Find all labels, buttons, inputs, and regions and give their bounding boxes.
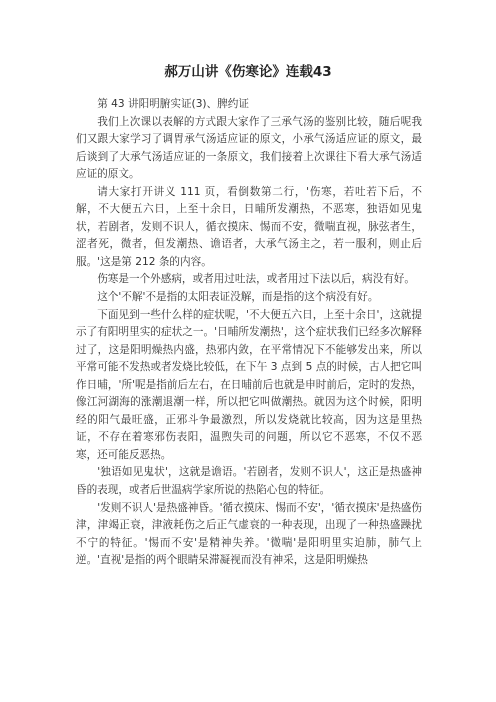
document-title: 郝万山讲《伤寒论》连载43 xyxy=(164,64,332,80)
body-paragraph: 伤寒是一个外感病，或者用过吐法，或者用过下法以后，病没有好。 xyxy=(97,273,415,286)
body-paragraph: 请大家打开讲义 111 页，看倒数第二行，'伤寒，若吐若下后，不解，不大便五六日，上至十余日，日晡所发潮热，不恶寒，独语如见鬼状，若剧者，发则不识人，循衣摸床、惕而不安，微喘直视，脉弦者生，涩者死，微者，但发潮热、谵语者，大承气汤主之，若一服利，则止后服。'这是第 212 条的内容。 xyxy=(76,185,422,268)
body-paragraph: 我们上次课以表解的方式跟大家作了三承气汤的鉴别比较，随后呢我们又跟大家学习了调胃承气汤适应证的原文，小承气汤适应证的原文，最后谈到了大承气汤适应证的一条原文，我们接着上次课往下看大承气汤适应证的原文。 xyxy=(76,115,422,181)
body-paragraph: '独语如见鬼状'，这就是谵语。'若剧者，发则不识人'，这正是热盛神昏的表现，或者后世温病学家所说的热陷心包的特征。 xyxy=(76,466,422,497)
body-paragraph: '发则不识人'是热盛神昏。'循衣摸床、惕而不安'，'循衣摸床'是热盛伤津，津竭正衰，津液耗伤之后正气虚衰的一种表现，出现了一种热盛躁扰不宁的特征。'惕而不安'是精神失养。'微喘'是阳明里实迫肺，肺气上逆。'直视'是指的两个眼睛呆滞凝视而没有神采，这是阳明燥热 xyxy=(76,501,422,567)
section-heading: 第 43 讲阳明腑实证(3)、脾约证 xyxy=(97,98,249,110)
document-body xyxy=(76,96,422,570)
body-paragraph: 这个'不解'不是指的太阳表证没解，而是指的这个病没有好。 xyxy=(97,291,379,304)
body-paragraph: 下面见到一些什么样的症状呢，'不大便五六日，上至十余日'，这就提示了有阳明里实的症状之一。'日晡所发潮热'，这个症状我们已经多次解释过了，这是阳明燥热内盛，热邪内敛，在平常情况下不能够发出来，所以平常可能不发热或者发烧比较低，在下午 3 点到 5 点的时候，古人把它叫作日晡，'所'呢是指前后左右，在日晡前后也就是申时前后，定时的发热，像江河湖海的涨潮退潮一样，所以把它叫做潮热。就因为这个时候，阳明经的阳气最旺盛，正邪斗争最激烈，所以发烧就比较高，因为这是里热证，不存在着寒邪伤表阳，温煦失司的问题，所以它不恶寒，不仅不恶寒，还可能反恶热。 xyxy=(76,308,422,461)
